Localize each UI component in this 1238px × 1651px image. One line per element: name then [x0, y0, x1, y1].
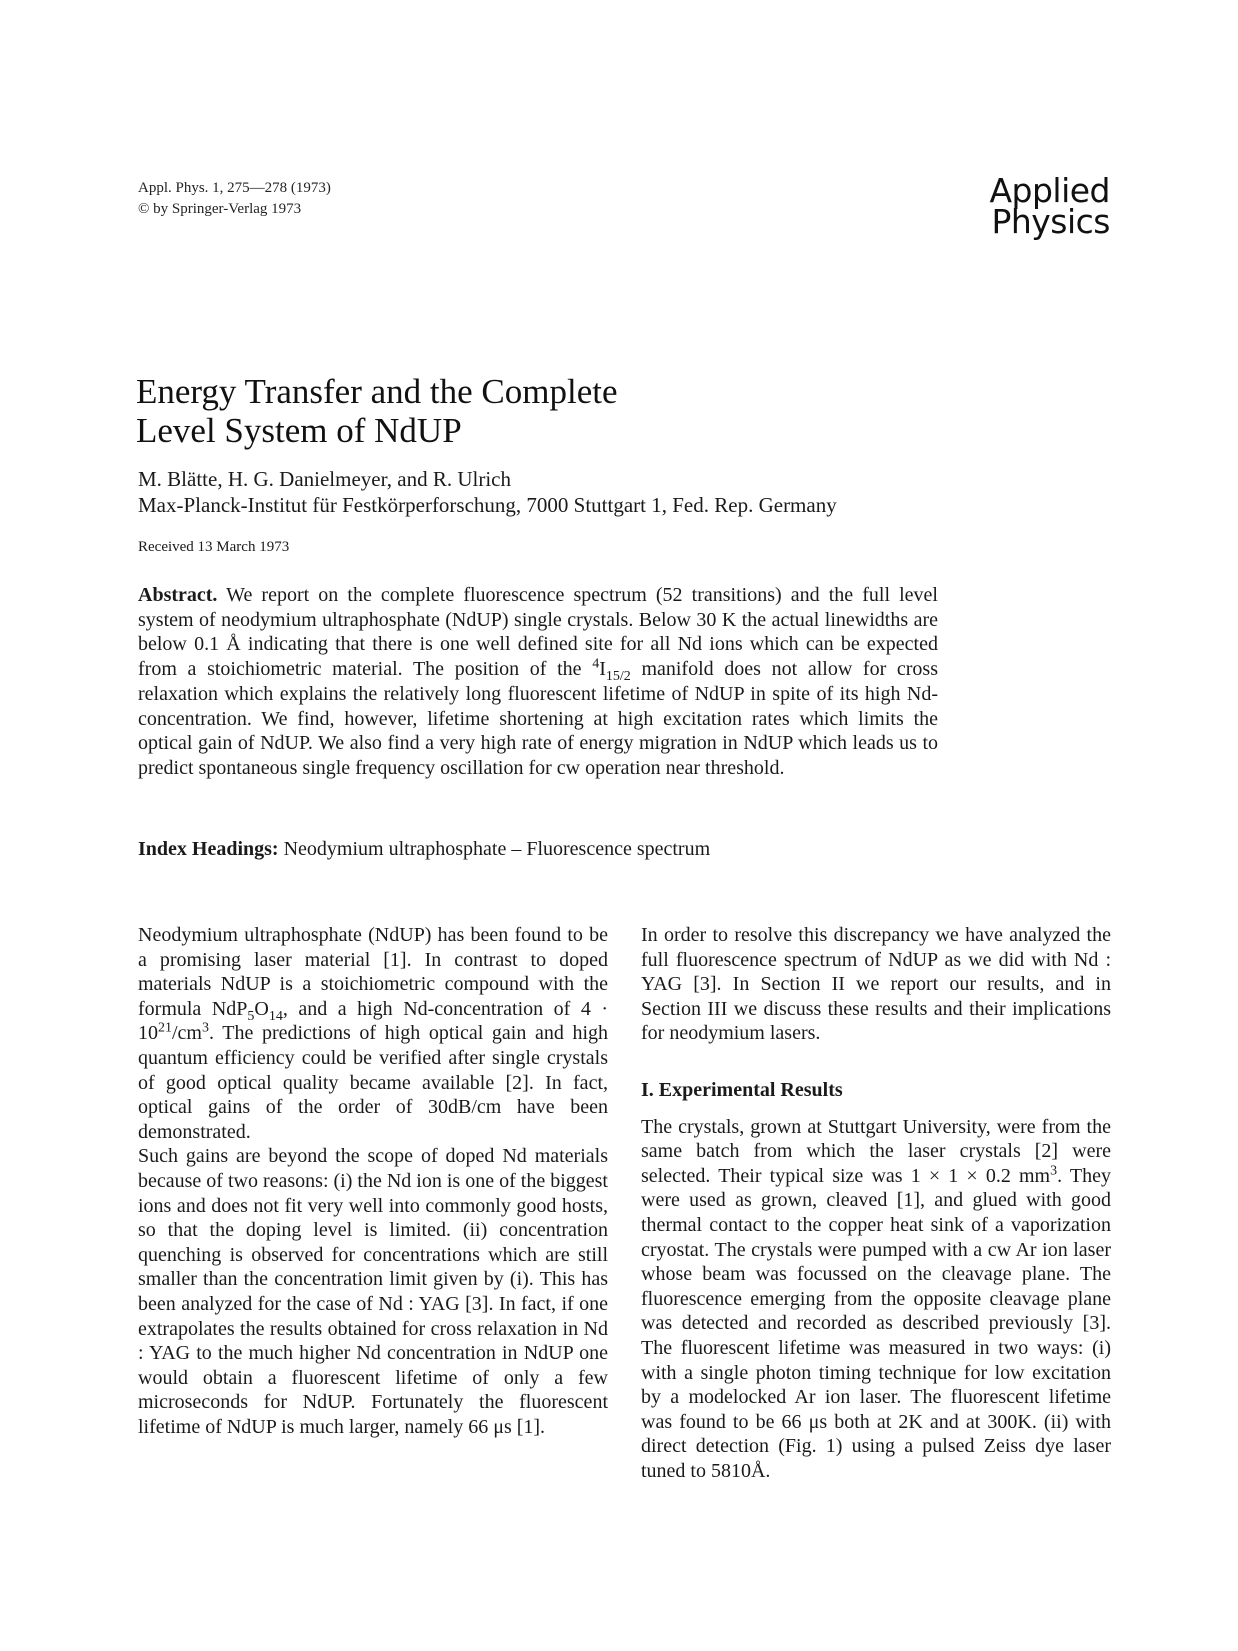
- journal-logo: [930, 171, 1110, 241]
- affiliation: Max-Planck-Institut für Festkörperforschung, 7000 Stuttgart 1, Fed. Rep. Germany: [138, 493, 837, 517]
- abstract-term-sub: 15/2: [605, 669, 631, 685]
- abstract-text: We report on the complete fluorescence spectrum (52 transitions) and the full level system of neodymium ultraphosphate (NdUP) single crystals. Below 30 K the actual linewidths are below 0.1 Å indicating that there is one well defined site for all Nd ions which can be expected from a stoichiometric material. The position of the: [138, 584, 938, 681]
- citation-line: Appl. Phys. 1, 275—278 (1973): [138, 180, 331, 196]
- abstract-term: I: [599, 658, 606, 681]
- citation-block: [138, 178, 331, 220]
- index-label: Index Headings:: [138, 838, 279, 860]
- abstract-label: Abstract.: [138, 584, 218, 606]
- journal-logo-line1: Applied: [989, 171, 1110, 210]
- title-line1: Energy Transfer and the Complete: [136, 372, 618, 411]
- article-title: [136, 372, 618, 450]
- section-heading: I. Experimental Results: [641, 1078, 843, 1101]
- abstract-text-cont: manifold does not allow for cross relaxation which explains the relatively long fluorescent lifetime of NdUP in spite of its high Nd-concentration. We find, however, lifetime shortening at high excitation rates which limits the optical gain of NdUP. We also find a very high rate of energy migration in NdUP which leads us to predict spontaneous single frequency oscillation for cw operation near threshold.: [138, 658, 938, 779]
- right-column: [641, 923, 1111, 1483]
- body-paragraph: In order to resolve this discrepancy we have analyzed the full fluorescence spectrum of NdUP as we did with Nd : YAG [3]. In Section II we report our results, and in Section III we discuss these results and their implications for neodymium lasers.: [641, 924, 1111, 1045]
- title-line2: Level System of NdUP: [136, 411, 462, 450]
- abstract-term-sup: 4: [592, 656, 600, 672]
- body-paragraph: Neodymium ultraphosphate (NdUP) has been found to be a promising laser material [1]. In contrast to doped materials NdUP is a stoichiometric compound with the formula $NdP_5O_{14}$, and a high Nd-concentration of $4 \cdot 10^{21}/cm^3$. The predictions of high optical gain and high quantum efficiency could be verified after single crystals of good optical quality became available [2]. In fact, optical gains of the order of 30dB/cm have been demonstrated.: [138, 924, 608, 1143]
- received-date: Received 13 March 1973: [138, 539, 290, 555]
- authors: M. Blätte, H. G. Danielmeyer, and R. Ulrich: [138, 467, 511, 491]
- body-paragraph: The crystals, grown at Stuttgart University, were from the same batch from which the laser crystals [2] were selected. Their typical size was 1 × 1 × 0.2 $mm^3$. They were used as grown, cleaved [1], and glued with good thermal contact to the copper heat sink of a vaporization cryostat. The crystals were pumped with a cw Ar ion laser whose beam was focussed on the cleavage plane. The fluorescence emerging from the opposite cleavage plane was detected and recorded as described previously [3]. The fluorescent lifetime was measured in two ways: (i) with a single photon timing technique for low excitation by a modelocked Ar ion laser. The fluorescent lifetime was found to be 66 μs both at 2K and at 300K. (ii) with direct detection (Fig. 1) using a pulsed Zeiss dye laser tuned to 5810Å.: [641, 1115, 1112, 1482]
- body-paragraph: Such gains are beyond the scope of doped Nd materials because of two reasons: (i) the Nd ion is one of the biggest ions and does not fit very well into commonly good hosts, so that the doping level is limited. (ii) concentration quenching is observed for concentrations which are still smaller than the concentration limit given by (i). This has been analyzed for the case of Nd : YAG [3]. In fact, if one extrapolates the results obtained for cross relaxation in Nd : YAG to the much higher Nd concentration in NdUP one would obtain a fluorescent lifetime of only a few microseconds for NdUP. Fortunately the fluorescent lifetime of NdUP is much larger, namely 66 μs [1].: [138, 1145, 608, 1438]
- index-headings: [138, 838, 710, 861]
- copyright-line: © by Springer-Verlag 1973: [138, 201, 302, 217]
- journal-logo-line2: Physics: [991, 202, 1110, 241]
- index-text: Neodymium ultraphosphate – Fluorescence spectrum: [278, 838, 711, 860]
- left-column: [138, 923, 608, 1439]
- abstract: [138, 583, 938, 781]
